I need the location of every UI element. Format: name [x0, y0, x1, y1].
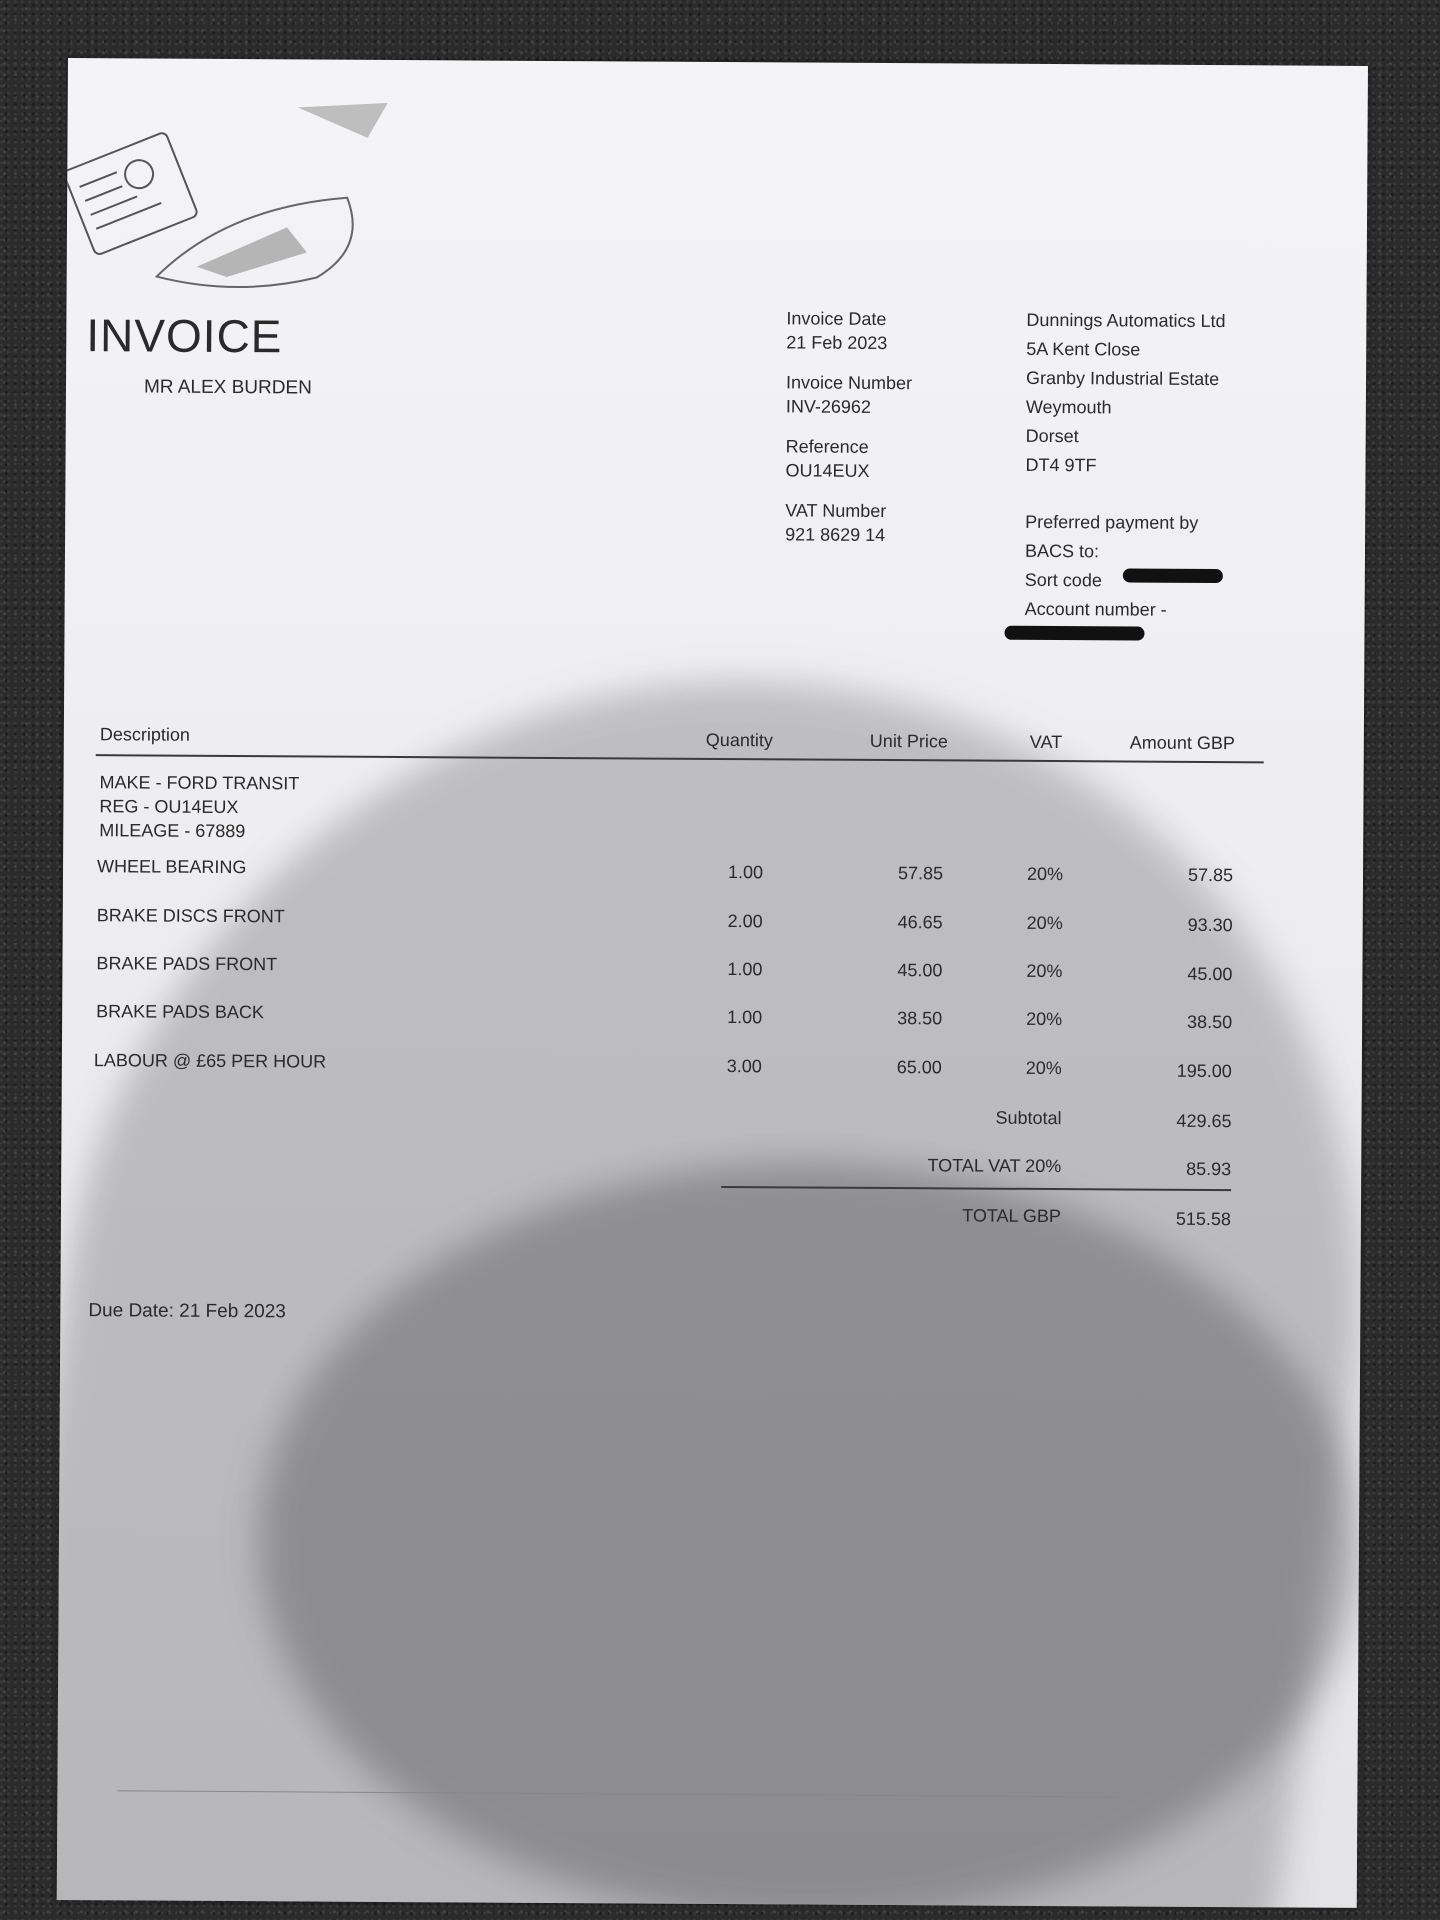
- table-header-rule: [96, 754, 1264, 763]
- row-vat: 20%: [1026, 912, 1063, 934]
- row-unit-price: 38.50: [897, 1008, 943, 1029]
- row-quantity: 1.00: [727, 959, 763, 980]
- total-gbp-value: 515.58: [1175, 1208, 1231, 1230]
- row-amount: 38.50: [1187, 1011, 1233, 1033]
- row-vat: 20%: [1025, 1057, 1062, 1079]
- invoice-date-value: 21 Feb 2023: [786, 332, 888, 354]
- invoice-title: INVOICE: [86, 309, 283, 363]
- row-quantity: 3.00: [726, 1056, 762, 1077]
- shadow-lower: [257, 1159, 1362, 1908]
- account-number-label: Account number -: [1024, 598, 1167, 620]
- company-postcode: DT4 9TF: [1025, 454, 1097, 476]
- vehicle-make: MAKE - FORD TRANSIT: [99, 772, 300, 794]
- row-unit-price: 57.85: [897, 863, 944, 884]
- row-unit-price: 65.00: [896, 1057, 942, 1078]
- vat-number-label: VAT Number: [785, 500, 887, 522]
- vat-number-value: 921 8629 14: [785, 524, 886, 546]
- company-county: Dorset: [1025, 425, 1079, 447]
- reference-value: OU14EUX: [785, 460, 870, 481]
- due-date: Due Date: 21 Feb 2023: [88, 1300, 286, 1323]
- bottom-rule: [117, 1790, 1117, 1797]
- col-header-amount: Amount GBP: [1129, 732, 1235, 754]
- row-amount: 57.85: [1187, 864, 1234, 886]
- row-description: BRAKE PADS FRONT: [96, 953, 278, 975]
- company-address2: Granby Industrial Estate: [1026, 367, 1220, 390]
- invoice-number-value: INV-26962: [785, 396, 872, 417]
- company-address1: 5A Kent Close: [1026, 338, 1141, 360]
- logo-stamp: [66, 76, 387, 308]
- row-vat: 20%: [1026, 960, 1063, 982]
- row-quantity: 2.00: [727, 911, 763, 932]
- vehicle-mileage: MILEAGE - 67889: [99, 820, 246, 842]
- row-unit-price: 45.00: [897, 960, 943, 981]
- row-description: LABOUR @ £65 PER HOUR: [93, 1050, 327, 1072]
- vehicle-details: [99, 770, 299, 843]
- row-description: BRAKE PADS BACK: [96, 1001, 264, 1023]
- payment-line2: BACS to:: [1024, 540, 1100, 562]
- total-vat-label: TOTAL VAT 20%: [927, 1155, 1062, 1177]
- total-vat-value: 85.93: [1186, 1158, 1232, 1180]
- total-gbp-label: TOTAL GBP: [962, 1205, 1062, 1227]
- subtotal-label: Subtotal: [995, 1107, 1062, 1129]
- company-city: Weymouth: [1025, 396, 1112, 418]
- sort-code-label: Sort code: [1024, 569, 1102, 591]
- row-amount: 45.00: [1187, 963, 1233, 985]
- vehicle-reg: REG - OU14EUX: [99, 796, 239, 818]
- invoice-number-label: Invoice Number: [785, 372, 913, 394]
- row-amount: 195.00: [1176, 1060, 1232, 1082]
- col-header-description: Description: [99, 724, 190, 745]
- row-quantity: 1.00: [727, 862, 764, 883]
- logo-stamp-icon: [66, 76, 387, 308]
- meta-block: [785, 306, 913, 547]
- row-amount: 93.30: [1187, 914, 1233, 936]
- row-unit-price: 46.65: [897, 912, 943, 933]
- payment-line1: Preferred payment by: [1025, 511, 1199, 533]
- redacted-account-number: [1004, 626, 1144, 641]
- redacted-sort-code: [1123, 568, 1223, 583]
- col-header-vat: VAT: [1029, 731, 1063, 753]
- row-description: BRAKE DISCS FRONT: [96, 905, 285, 927]
- invoice-date-label: Invoice Date: [786, 308, 887, 330]
- totals-rule: [721, 1186, 1231, 1191]
- row-vat: 20%: [1026, 863, 1064, 885]
- invoice-paper: [57, 58, 1368, 1908]
- row-vat: 20%: [1026, 1008, 1063, 1030]
- reference-label: Reference: [785, 436, 869, 457]
- row-quantity: 1.00: [727, 1007, 763, 1028]
- customer-name: MR ALEX BURDEN: [143, 376, 312, 399]
- col-header-quantity: Quantity: [705, 729, 773, 751]
- subtotal-value: 429.65: [1176, 1110, 1232, 1132]
- col-header-unit-price: Unit Price: [869, 730, 948, 752]
- row-description: WHEEL BEARING: [97, 856, 247, 878]
- company-name: Dunnings Automatics Ltd: [1026, 309, 1226, 332]
